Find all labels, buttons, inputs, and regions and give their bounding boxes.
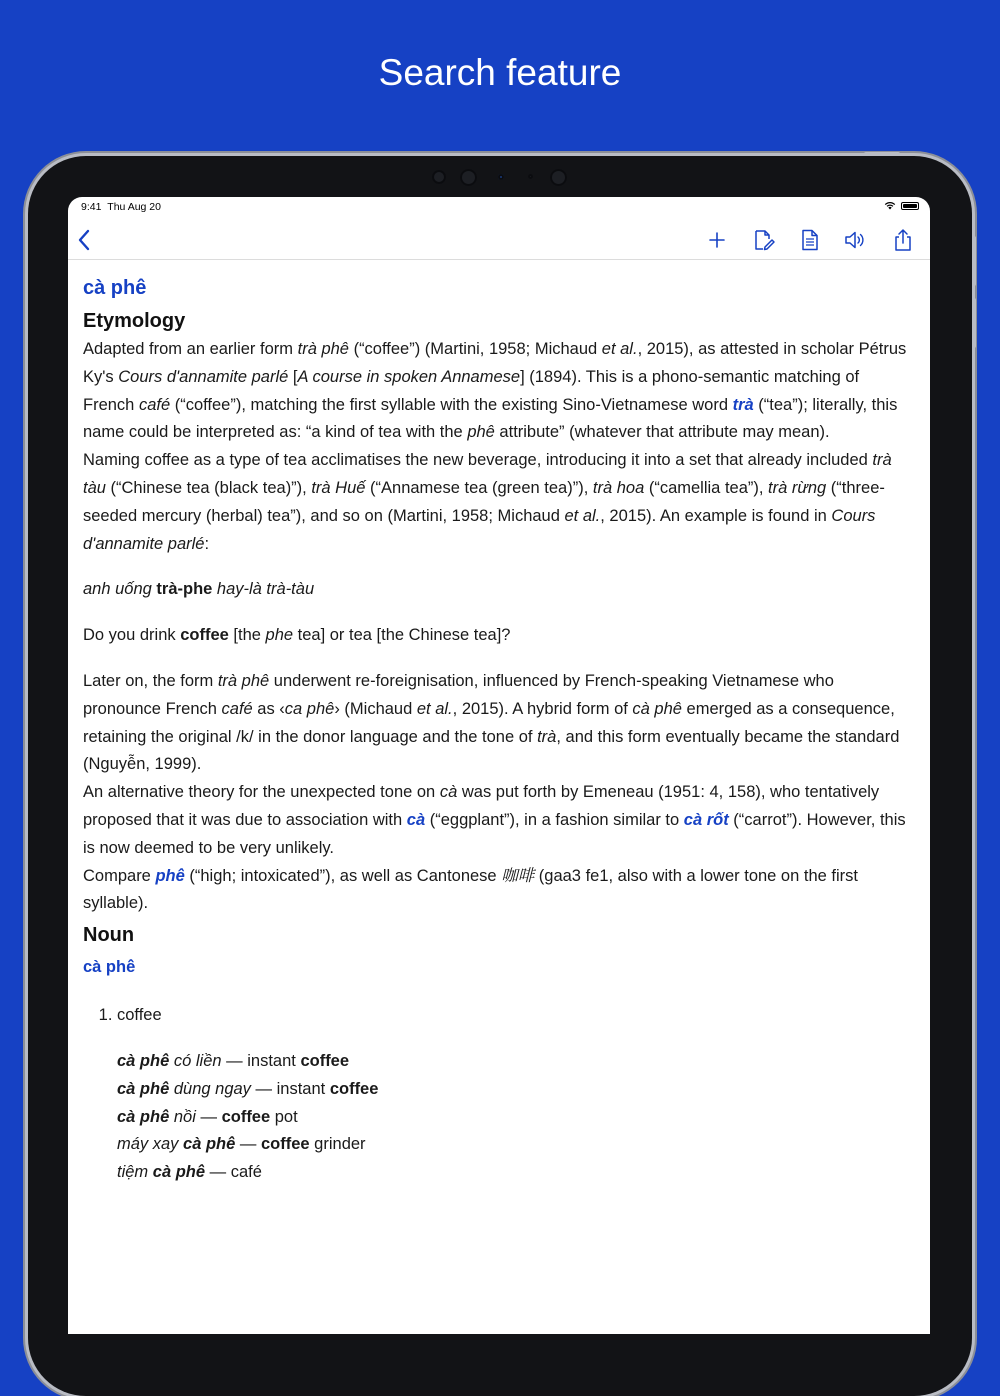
spacer	[83, 650, 915, 668]
term: trà tàu	[83, 451, 892, 497]
text: Later on, the form	[83, 671, 218, 690]
text: [the	[228, 626, 266, 645]
spacer	[83, 604, 915, 622]
volume-down-button	[972, 298, 976, 348]
example-gloss: — instant	[250, 1079, 330, 1098]
noun-heading: Noun	[83, 924, 135, 947]
term: café	[221, 699, 253, 718]
example-line	[117, 1048, 915, 1076]
share-icon	[893, 228, 913, 252]
example-headword: cà phê	[117, 1107, 170, 1126]
quote-text: hay-là trà-tàu	[212, 580, 315, 599]
text: (“coffee”) (Martini, 1958; Michaud	[348, 340, 602, 358]
text: Adapted from an earlier form	[83, 340, 298, 358]
highlight: coffee	[180, 626, 229, 645]
link-ca[interactable]: cà	[406, 810, 426, 829]
sensor-icon	[432, 170, 446, 184]
term: et al.	[601, 340, 638, 358]
term: Cours d'annamite parlé	[83, 506, 876, 553]
example-line	[117, 1104, 915, 1132]
edit-note-button[interactable]	[751, 227, 777, 253]
text: (gaa3 fe1, also with a lower tone on the first syllable).	[83, 866, 858, 913]
back-button[interactable]	[71, 227, 97, 253]
term: trà rừng	[768, 478, 827, 497]
example-headword: cà phê	[117, 1051, 170, 1070]
app-screen	[68, 197, 930, 1334]
spacer	[83, 558, 915, 576]
entry-title: cà phê	[83, 277, 147, 299]
entry-content	[68, 260, 915, 1187]
text: An alternative theory for the unexpected tone on	[83, 783, 440, 802]
camera-indicator-icon	[498, 174, 504, 180]
text: tea] or tea [the Chinese tea]?	[293, 626, 511, 645]
quote-translation	[83, 622, 915, 650]
status-indicators	[884, 201, 919, 210]
text: Do you drink	[83, 626, 181, 645]
example-line	[117, 1131, 915, 1159]
example-gloss: pot	[270, 1107, 298, 1126]
wifi-icon	[884, 201, 896, 210]
sense-item: 1. coffee	[117, 1002, 915, 1030]
term: 咖啡	[501, 866, 535, 885]
status-time: 9:41	[81, 201, 102, 213]
example-text: có liền	[169, 1051, 222, 1070]
etymology-paragraph-4	[83, 779, 915, 862]
link-ca-rot[interactable]: cà rốt	[683, 810, 729, 829]
etymology-paragraph-5	[83, 863, 915, 919]
text: underwent re-foreignisation, influenced by French-speaking Vietnamese who pronounce French	[83, 671, 834, 718]
add-button[interactable]	[704, 227, 730, 253]
promo-headline: Search feature	[378, 52, 622, 93]
sense-list	[83, 1002, 915, 1030]
term: trà phê	[217, 671, 270, 690]
link-tra[interactable]: trà	[732, 395, 754, 414]
text: :	[204, 534, 210, 553]
text: [	[288, 367, 298, 386]
example-gloss-highlight: coffee	[260, 1135, 310, 1154]
noun-headword: cà phê	[83, 958, 136, 977]
etymology-heading: Etymology	[83, 310, 186, 332]
example-gloss-highlight: coffee	[300, 1051, 350, 1070]
term: trà	[537, 727, 557, 746]
term: et al.	[564, 506, 601, 525]
camera-icon	[550, 169, 567, 186]
battery-icon	[901, 202, 919, 210]
text: (“Annamese tea (green tea)”),	[365, 478, 593, 497]
term: phe	[265, 626, 294, 645]
example-text: dùng ngay	[169, 1079, 251, 1098]
text: (“coffee”), matching the first syllable with the existing Sino-Vietnamese word	[170, 395, 733, 414]
link-phe[interactable]: phê	[155, 866, 185, 885]
etymology-paragraph-2	[83, 447, 915, 558]
term: trà phê	[297, 340, 349, 358]
status-bar	[68, 197, 930, 219]
example-headword: cà phê	[152, 1163, 206, 1182]
term: trà Huế	[311, 478, 366, 497]
example-headword: cà phê	[183, 1135, 236, 1154]
example-gloss: grinder	[309, 1135, 366, 1154]
status-date: Thu Aug 20	[107, 201, 161, 213]
text: (“camellia tea”),	[644, 478, 769, 497]
usage-examples	[117, 1048, 915, 1187]
quote-highlight: trà-phe	[156, 580, 213, 599]
text: , 2015), as attested in scholar Pétrus Ky's	[83, 340, 907, 386]
text: , 2015). A hybrid form of	[452, 699, 633, 718]
example-gloss-highlight: coffee	[329, 1079, 379, 1098]
quote-line	[83, 576, 915, 604]
text: ] (1894). This is a phono-semantic matching of French	[83, 367, 860, 414]
text: , 2015). An example is found in	[600, 506, 832, 525]
term: trà hoa	[592, 478, 645, 497]
document-icon	[800, 229, 820, 251]
text: emerged as a consequence, retaining the original /k/ in the donor language and the tone of	[83, 699, 895, 746]
etymology-paragraph-1	[83, 336, 915, 447]
nav-toolbar	[68, 219, 930, 260]
share-button[interactable]	[890, 227, 916, 253]
example-line	[117, 1076, 915, 1104]
term: café	[138, 395, 171, 414]
text: Compare	[83, 866, 156, 885]
plus-icon	[708, 231, 726, 249]
document-button[interactable]	[797, 227, 823, 253]
example-text: máy xay	[117, 1135, 184, 1154]
text: (“eggplant”), in a fashion similar to	[425, 810, 684, 829]
text: (“Chinese tea (black tea)”),	[105, 478, 312, 497]
pronounce-button[interactable]	[842, 227, 868, 253]
top-button	[864, 152, 900, 156]
example-headword: cà phê	[117, 1079, 170, 1098]
text: (“high; intoxicated”), as well as Cantonese	[184, 866, 502, 885]
example-gloss: —	[235, 1135, 261, 1154]
text: › (Michaud	[334, 699, 417, 718]
text: (“carrot”). However, this is now deemed to be very unlikely.	[83, 810, 906, 857]
example-line	[117, 1159, 915, 1187]
term: Cours d'annamite parlé	[118, 367, 289, 386]
quote-text: anh uống	[83, 580, 157, 599]
text: was put forth by Emeneau (1951: 4, 158), who tentatively proposed that it was due to association with	[83, 783, 880, 829]
camera-icon	[460, 169, 477, 186]
volume-up-button	[972, 236, 976, 286]
text: Naming coffee as a type of tea acclimatises the new beverage, introducing it into a set that already included	[83, 451, 873, 470]
term: phê	[467, 423, 495, 442]
text: (“tea”); literally, this name could be interpreted as: “a kind of tea with the	[83, 395, 898, 442]
text: as ‹	[252, 699, 285, 718]
text: attribute” (whatever that attribute may mean).	[494, 423, 830, 442]
text: (“three-seeded mercury (herbal) tea”), and so on (Martini, 1958; Michaud	[83, 478, 885, 525]
note-edit-icon	[752, 228, 776, 252]
camera-bar	[28, 168, 972, 188]
speaker-icon	[844, 230, 866, 250]
term: ca phê	[284, 699, 335, 718]
example-gloss: — instant	[221, 1051, 301, 1070]
status-time-date	[81, 201, 161, 213]
example-text: nồi	[169, 1107, 196, 1126]
example-text: tiệm	[117, 1163, 153, 1182]
etymology-paragraph-3	[83, 668, 915, 779]
example-gloss: — café	[205, 1163, 262, 1182]
text: , and this form eventually became the standard (Nguyễn, 1999).	[83, 727, 900, 774]
example-gloss-highlight: coffee	[221, 1107, 271, 1126]
term: cà phê	[632, 699, 682, 718]
sensor-dot-icon	[528, 174, 533, 179]
example-gloss: —	[195, 1107, 222, 1126]
term: et al.	[416, 699, 453, 718]
chevron-left-icon	[77, 229, 91, 251]
term: A course in spoken Annamese	[297, 367, 521, 386]
term: cà	[439, 783, 458, 802]
